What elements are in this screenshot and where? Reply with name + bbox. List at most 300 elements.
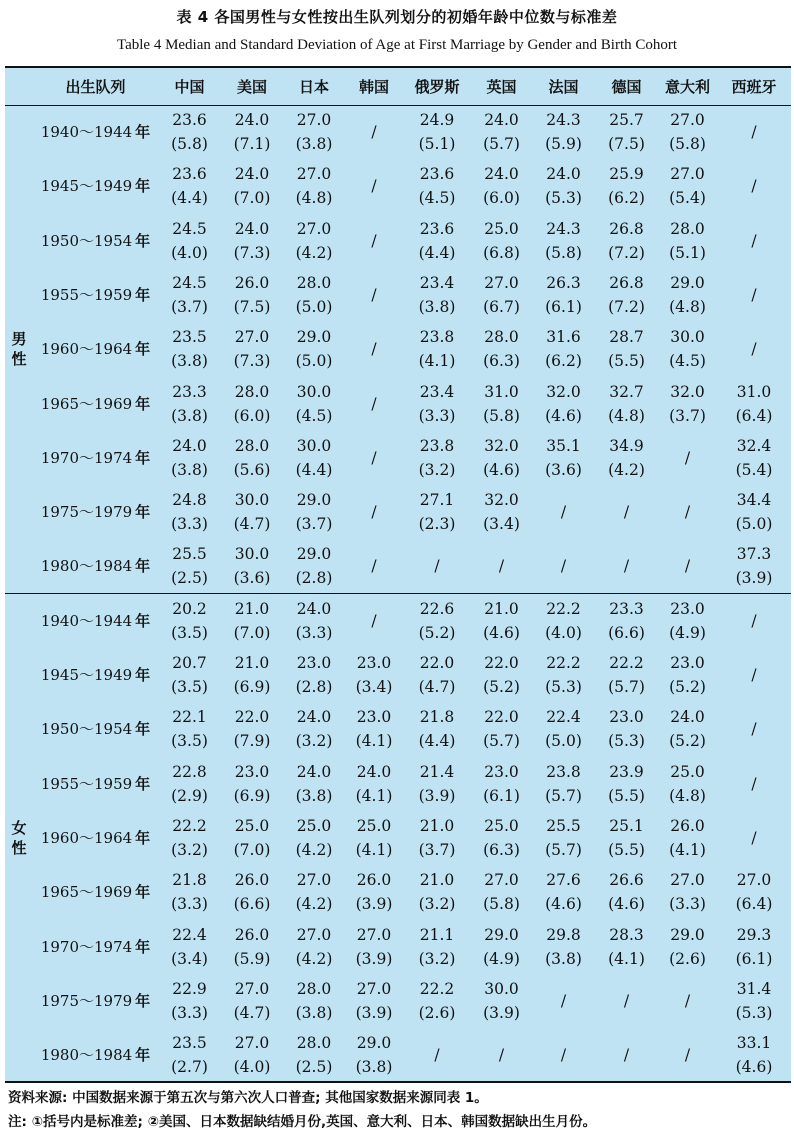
median-value: 25.0 xyxy=(234,817,270,835)
data-cell xyxy=(658,322,717,376)
cohort-range: 1970～1974 xyxy=(40,448,133,467)
median-value: 23.5 xyxy=(172,1033,207,1052)
data-cell xyxy=(345,268,403,322)
data-cell xyxy=(158,159,221,213)
median-value: 31.4 xyxy=(736,979,772,998)
median-value: 23.0 xyxy=(484,762,519,781)
cohort-year-suffix: 年 xyxy=(135,1045,151,1064)
median-value: 37.3 xyxy=(736,545,772,564)
sd-value: (3.7) xyxy=(669,406,706,425)
missing-marker: / xyxy=(684,503,691,522)
data-cell xyxy=(403,919,471,973)
data-cell xyxy=(403,974,471,1028)
data-cell xyxy=(283,594,345,648)
data-cell xyxy=(532,322,595,376)
sd-value: (5.7) xyxy=(545,786,582,805)
data-cell xyxy=(532,974,595,1028)
median-value: 25.5 xyxy=(546,817,581,835)
median-value: 23.4 xyxy=(419,274,455,293)
female-group xyxy=(5,594,791,1083)
sd-value: (7.0) xyxy=(233,624,271,643)
data-cell xyxy=(158,105,221,159)
median-value: 32.0 xyxy=(484,491,519,510)
sd-value: (6.9) xyxy=(233,678,271,697)
median-value: 24.3 xyxy=(546,111,581,130)
data-cell xyxy=(403,376,471,430)
missing-marker: / xyxy=(371,340,377,359)
sd-value: (4.8) xyxy=(669,298,706,317)
sd-value: (5.7) xyxy=(483,135,520,154)
data-cell xyxy=(403,105,471,159)
data-cell xyxy=(471,214,532,268)
data-cell xyxy=(595,919,658,973)
median-value: 22.0 xyxy=(419,654,455,673)
sd-value: (4.1) xyxy=(669,841,706,859)
sd-value: (6.2) xyxy=(608,189,645,208)
median-value: 32.7 xyxy=(609,382,644,401)
median-value: 27.6 xyxy=(546,871,581,890)
data-cell xyxy=(158,376,221,430)
data-cell xyxy=(471,105,532,159)
data-cell xyxy=(658,159,717,213)
sd-value: (3.6) xyxy=(233,569,271,588)
median-value: 27.0 xyxy=(296,165,332,184)
data-cell xyxy=(345,974,403,1028)
sd-value: (4.4) xyxy=(295,460,333,479)
data-cell xyxy=(532,919,595,973)
median-value: 21.0 xyxy=(234,654,270,673)
table-row xyxy=(5,431,791,485)
missing-marker: / xyxy=(434,557,440,576)
data-cell xyxy=(221,485,283,539)
data-cell xyxy=(658,485,717,539)
sd-value: (5.3) xyxy=(545,678,582,697)
sd-value: (3.8) xyxy=(545,949,582,968)
data-cell xyxy=(283,1028,345,1082)
sd-value: (2.3) xyxy=(418,515,456,534)
median-value: 24.0 xyxy=(296,762,332,781)
sd-value: (4.6) xyxy=(545,406,582,425)
data-cell xyxy=(471,322,532,376)
data-cell xyxy=(345,865,403,919)
cohort-range: 1955～1959 xyxy=(40,774,133,793)
sd-value: (4.0) xyxy=(171,243,208,262)
median-value: 31.0 xyxy=(484,382,519,401)
median-value: 21.0 xyxy=(484,600,519,619)
missing-marker: / xyxy=(684,991,691,1010)
data-cell xyxy=(532,268,595,322)
data-cell xyxy=(658,974,717,1028)
missing-marker: / xyxy=(751,720,757,739)
cohort-cell xyxy=(33,214,158,268)
median-value: 28.7 xyxy=(609,328,644,347)
sd-value: (5.3) xyxy=(545,189,582,208)
median-value: 26.0 xyxy=(670,817,705,835)
data-cell xyxy=(345,594,403,648)
header-country: 西班牙 xyxy=(731,77,777,96)
median-value: 25.0 xyxy=(484,219,519,238)
missing-marker: / xyxy=(751,774,757,793)
data-cell xyxy=(345,105,403,159)
median-value: 22.0 xyxy=(234,708,270,727)
header-country: 英国 xyxy=(486,77,517,96)
sd-value: (5.1) xyxy=(669,243,706,262)
missing-marker: / xyxy=(498,1045,505,1064)
data-cell xyxy=(283,268,345,322)
median-value: 32.0 xyxy=(670,382,705,401)
data-cell xyxy=(532,1028,595,1082)
median-value: 23.8 xyxy=(546,762,581,781)
cohort-year-suffix: 年 xyxy=(135,123,151,142)
sd-value: (6.9) xyxy=(233,786,271,805)
data-cell xyxy=(658,431,717,485)
median-value: 32.0 xyxy=(546,382,581,401)
data-cell xyxy=(532,105,595,159)
data-cell xyxy=(221,268,283,322)
sd-value: (4.1) xyxy=(355,732,393,751)
data-cell xyxy=(221,322,283,376)
sd-value: (3.3) xyxy=(171,515,208,534)
cohort-year-suffix: 年 xyxy=(135,991,151,1010)
sd-value: (5.4) xyxy=(735,460,773,479)
median-value: 24.0 xyxy=(484,165,519,184)
data-cell xyxy=(221,757,283,811)
data-cell xyxy=(658,214,717,268)
missing-marker: / xyxy=(684,448,691,467)
header-country: 德国 xyxy=(611,77,642,96)
median-value: 27.0 xyxy=(234,328,270,347)
median-value: 23.4 xyxy=(419,382,455,401)
table-container xyxy=(5,66,791,1083)
data-cell xyxy=(658,594,717,648)
median-value: 23.0 xyxy=(234,762,270,781)
cohort-cell xyxy=(33,757,158,811)
data-cell xyxy=(471,757,532,811)
sd-value: (3.9) xyxy=(735,569,773,588)
median-value: 21.4 xyxy=(419,762,455,781)
sd-value: (3.4) xyxy=(355,678,393,697)
data-cell xyxy=(595,1028,658,1082)
data-cell xyxy=(403,1028,471,1082)
sd-value: (3.8) xyxy=(295,786,333,805)
median-value: 26.8 xyxy=(609,274,644,293)
sd-value: (6.0) xyxy=(233,406,271,425)
sd-value: (4.2) xyxy=(295,949,333,968)
median-value: 28.3 xyxy=(609,925,644,944)
data-cell xyxy=(532,214,595,268)
cohort-year-suffix: 年 xyxy=(135,286,151,305)
median-value: 30.0 xyxy=(484,979,519,998)
sd-value: (3.7) xyxy=(418,841,456,859)
sd-value: (6.2) xyxy=(545,352,582,371)
median-value: 30.0 xyxy=(670,328,705,347)
sd-value: (4.8) xyxy=(608,406,645,425)
missing-marker: / xyxy=(371,448,377,467)
sd-value: (4.1) xyxy=(355,786,393,805)
header-country: 俄罗斯 xyxy=(414,77,460,96)
source-note: 资料来源: 中国数据来源于第五次与第六次人口普查; 其他国家数据来源同表 1。 xyxy=(8,1090,488,1106)
sd-value: (4.6) xyxy=(483,624,520,643)
sd-value: (4.6) xyxy=(608,895,645,914)
sd-value: (5.3) xyxy=(608,732,645,751)
missing-marker: / xyxy=(751,829,757,847)
cohort-cell xyxy=(33,431,158,485)
missing-marker: / xyxy=(434,1045,440,1064)
data-cell xyxy=(658,1028,717,1082)
data-cell xyxy=(221,702,283,756)
sd-value: (5.0) xyxy=(735,515,773,534)
missing-marker: / xyxy=(498,557,505,576)
data-cell xyxy=(658,919,717,973)
sd-value: (4.1) xyxy=(608,949,645,968)
data-cell xyxy=(283,648,345,702)
data-cell xyxy=(345,1028,403,1082)
sd-value: (2.6) xyxy=(669,949,706,968)
sd-value: (7.1) xyxy=(233,135,271,154)
table-row xyxy=(5,702,791,756)
data-cell xyxy=(532,159,595,213)
cohort-year-suffix: 年 xyxy=(135,231,151,250)
sd-value: (3.4) xyxy=(483,515,520,534)
data-cell xyxy=(658,539,717,593)
data-cell xyxy=(158,974,221,1028)
data-cell xyxy=(403,268,471,322)
table-row xyxy=(5,757,791,811)
median-value: 24.0 xyxy=(234,111,270,130)
data-cell xyxy=(717,594,791,648)
sd-value: (6.3) xyxy=(483,352,520,371)
cohort-year-suffix: 年 xyxy=(135,937,151,956)
median-value: 34.4 xyxy=(736,491,772,510)
sd-value: (3.3) xyxy=(295,624,333,643)
header-cohort: 出生队列 xyxy=(65,77,126,96)
data-cell xyxy=(595,648,658,702)
sd-value: (4.7) xyxy=(418,678,456,697)
header-country: 中国 xyxy=(174,77,205,96)
sd-value: (4.1) xyxy=(418,352,456,371)
median-value: 24.0 xyxy=(234,165,270,184)
gender-label-text: 男性 xyxy=(11,330,27,369)
sd-value: (4.9) xyxy=(669,624,706,643)
sd-value: (5.5) xyxy=(608,786,645,805)
median-value: 22.9 xyxy=(172,979,207,998)
sd-value: (5.3) xyxy=(735,1003,773,1022)
median-value: 22.1 xyxy=(172,708,207,727)
sd-value: (5.5) xyxy=(608,841,645,859)
sd-value: (4.4) xyxy=(171,189,208,208)
cohort-year-suffix: 年 xyxy=(135,557,151,576)
data-cell xyxy=(283,811,345,865)
data-cell xyxy=(158,594,221,648)
sd-value: (5.8) xyxy=(545,243,582,262)
header-country: 意大利 xyxy=(664,77,710,96)
cohort-cell xyxy=(33,159,158,213)
data-cell xyxy=(717,322,791,376)
sd-value: (5.0) xyxy=(295,298,333,317)
sd-value: (5.2) xyxy=(483,678,520,697)
sd-value: (3.8) xyxy=(295,1003,333,1022)
median-value: 23.0 xyxy=(296,654,332,673)
median-value: 24.0 xyxy=(296,708,332,727)
median-value: 26.3 xyxy=(546,274,581,293)
data-cell xyxy=(283,485,345,539)
data-cell xyxy=(283,105,345,159)
data-cell xyxy=(471,594,532,648)
cohort-cell xyxy=(33,539,158,593)
data-cell xyxy=(595,865,658,919)
median-value: 22.2 xyxy=(419,979,455,998)
sd-value: (3.3) xyxy=(171,895,208,914)
sd-value: (7.2) xyxy=(608,243,645,262)
cohort-range: 1980～1984 xyxy=(40,557,133,576)
data-cell xyxy=(345,322,403,376)
median-value: 21.0 xyxy=(234,600,270,619)
cohort-cell xyxy=(33,811,158,865)
sd-value: (7.3) xyxy=(233,243,271,262)
cohort-cell xyxy=(33,919,158,973)
data-cell xyxy=(283,865,345,919)
missing-marker: / xyxy=(623,991,630,1010)
data-cell xyxy=(471,1028,532,1082)
data-cell xyxy=(403,322,471,376)
data-cell xyxy=(532,376,595,430)
data-cell xyxy=(717,539,791,593)
data-cell xyxy=(717,648,791,702)
sd-value: (5.9) xyxy=(545,135,582,154)
sd-value: (5.2) xyxy=(669,678,706,697)
median-value: 25.9 xyxy=(609,165,644,184)
sd-value: (7.5) xyxy=(233,298,271,317)
data-cell xyxy=(283,757,345,811)
data-cell xyxy=(283,214,345,268)
sd-value: (3.7) xyxy=(295,515,333,534)
median-value: 22.4 xyxy=(546,708,581,727)
data-cell xyxy=(471,974,532,1028)
sd-value: (3.9) xyxy=(355,1003,393,1022)
data-cell xyxy=(595,268,658,322)
median-value: 33.1 xyxy=(736,1033,772,1052)
median-value: 29.0 xyxy=(670,925,705,944)
data-cell xyxy=(403,648,471,702)
median-value: 24.5 xyxy=(172,274,207,293)
sd-value: (6.0) xyxy=(483,189,520,208)
sd-value: (3.5) xyxy=(171,732,208,751)
missing-marker: / xyxy=(751,286,757,305)
cohort-range: 1965～1969 xyxy=(40,394,133,413)
data-cell xyxy=(158,431,221,485)
data-cell xyxy=(595,376,658,430)
median-value: 25.7 xyxy=(609,111,644,130)
sd-value: (3.3) xyxy=(418,406,456,425)
sd-value: (3.2) xyxy=(295,732,333,751)
data-cell xyxy=(471,376,532,430)
missing-marker: / xyxy=(371,286,377,305)
data-cell xyxy=(471,865,532,919)
data-cell xyxy=(658,702,717,756)
sd-value: (3.2) xyxy=(418,460,456,479)
sd-value: (4.5) xyxy=(669,352,706,371)
median-value: 28.0 xyxy=(484,328,519,347)
median-value: 25.0 xyxy=(484,817,519,835)
data-cell xyxy=(471,919,532,973)
data-cell xyxy=(221,648,283,702)
data-cell xyxy=(717,431,791,485)
missing-marker: / xyxy=(560,991,567,1010)
median-value: 24.0 xyxy=(670,708,705,727)
data-cell xyxy=(717,974,791,1028)
median-value: 29.3 xyxy=(736,925,772,944)
data-cell xyxy=(158,214,221,268)
median-value: 28.0 xyxy=(296,274,332,293)
sd-value: (7.0) xyxy=(233,841,271,859)
median-value: 23.3 xyxy=(172,382,207,401)
data-cell xyxy=(158,919,221,973)
sd-value: (6.4) xyxy=(735,406,773,425)
median-value: 24.8 xyxy=(172,491,207,510)
median-value: 23.8 xyxy=(419,436,455,455)
median-value: 20.2 xyxy=(172,600,207,619)
cohort-range: 1950～1954 xyxy=(40,231,133,250)
gender-label xyxy=(5,105,33,594)
sd-value: (6.1) xyxy=(735,949,773,968)
data-cell xyxy=(403,594,471,648)
median-value: 23.0 xyxy=(670,654,705,673)
sd-value: (5.8) xyxy=(483,895,520,914)
table-header xyxy=(5,67,791,105)
table-row xyxy=(5,214,791,268)
cohort-cell xyxy=(33,322,158,376)
sd-value: (4.8) xyxy=(295,189,333,208)
data-cell xyxy=(717,757,791,811)
median-value: 31.0 xyxy=(736,382,772,401)
data-cell xyxy=(158,757,221,811)
data-cell xyxy=(532,648,595,702)
missing-marker: / xyxy=(623,557,630,576)
data-cell xyxy=(158,322,221,376)
data-cell xyxy=(345,214,403,268)
missing-marker: / xyxy=(371,231,377,250)
sd-value: (4.2) xyxy=(295,895,333,914)
sd-value: (3.8) xyxy=(171,460,208,479)
median-value: 22.8 xyxy=(172,762,207,781)
sd-value: (2.7) xyxy=(171,1057,208,1076)
table-row xyxy=(5,376,791,430)
data-cell xyxy=(345,702,403,756)
median-value: 30.0 xyxy=(234,545,270,564)
sd-value: (5.2) xyxy=(669,732,706,751)
sd-value: (4.7) xyxy=(233,515,271,534)
table-row xyxy=(5,811,791,865)
median-value: 23.0 xyxy=(609,708,644,727)
cohort-cell xyxy=(33,1028,158,1082)
table-title-english: Table 4 Median and Standard Deviation of Age at First Marriage by Gender and Birth Cohort xyxy=(116,37,678,53)
data-cell xyxy=(403,539,471,593)
data-cell xyxy=(532,539,595,593)
median-value: 28.0 xyxy=(296,979,332,998)
data-cell xyxy=(658,757,717,811)
sd-value: (4.5) xyxy=(295,406,333,425)
data-cell xyxy=(345,811,403,865)
median-value: 27.0 xyxy=(484,274,519,293)
data-cell xyxy=(158,648,221,702)
data-cell xyxy=(221,1028,283,1082)
data-cell xyxy=(158,811,221,865)
data-cell xyxy=(595,811,658,865)
median-value: 24.0 xyxy=(546,165,581,184)
sd-value: (5.8) xyxy=(171,135,208,154)
sd-value: (6.7) xyxy=(483,298,520,317)
data-cell xyxy=(717,214,791,268)
